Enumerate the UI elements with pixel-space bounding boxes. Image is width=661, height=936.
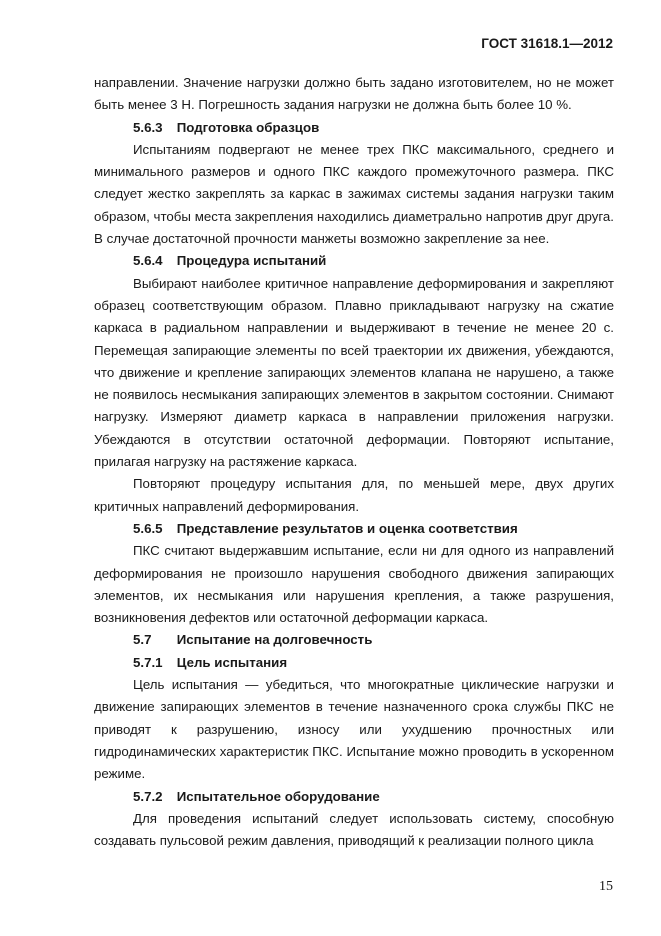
section-number: 5.6.4: [133, 253, 163, 269]
section-heading: [94, 652, 614, 674]
paragraph: направлении. Значение нагрузки должно быть задано изготовителем, но не может быть менее 3 Н. Погрешность задания нагрузки не должна быть более 10 %.: [94, 75, 614, 113]
section-title: Подготовка образцов: [176, 119, 320, 135]
paragraph: Цель испытания — убедиться, что многократные циклические нагрузки и движение запирающих элементов в течение назначенного срока службы ПКС не приводят к разрушению, износу или ухудшению прочностных или гидродинамических характеристик ПКС. Испытание можно проводить в ускоренном режиме.: [94, 677, 614, 782]
section-title: Представление результатов и оценка соответствия: [176, 520, 518, 536]
chapter-heading: [94, 629, 614, 651]
section-title: Процедура испытаний: [176, 253, 327, 269]
section-heading: [94, 250, 614, 272]
section-title: Цель испытания: [176, 654, 288, 670]
page-number: 15: [599, 879, 613, 894]
paragraph: Испытаниям подвергают не менее трех ПКС максимального, среднего и минимального размеров и одного ПКС каждого промежуточного размера. ПКС следует жестко закреплять за каркас в зажимах системы задания нагрузки таким образом, чтобы места закрепления находились диаметрально напротив друг друга. В случае достаточной прочности манжеты возможно закрепление за нее.: [94, 141, 614, 247]
section-number: 5.7: [133, 632, 152, 648]
section-number: 5.7.2: [133, 788, 163, 804]
paragraph: Для проведения испытаний следует использовать систему, способную создавать пульсовой режим давления, приводящий к реализации полного цикла: [94, 810, 614, 849]
document-body: [94, 72, 614, 852]
section-number: 5.6.5: [133, 520, 163, 536]
section-number: 5.7.1: [133, 654, 163, 670]
section-heading: [94, 518, 614, 540]
section-heading: [94, 117, 614, 139]
section-title: Испытание на долговечность: [176, 632, 373, 648]
paragraph: Выбирают наиболее критичное направление деформирования и закрепляют образец соответствующим образом. Плавно прикладывают нагрузку на сжатие каркаса в радиальном направлении и выдерживают в течение не менее 20 с. Перемещая запирающие элементы по всей траектории их движения, убеждаются, что движение и крепление запирающих элементов клапана не нарушено, а также не появилось несмыкания запирающих элементов в закрытом состоянии. Снимают нагрузку. Измеряют диаметр каркаса в направлении приложения нагрузки. Убеждаются в отсутствии остаточной деформации. Повторяют испытание, прилагая нагрузку на растяжение каркаса.: [94, 275, 614, 470]
section-heading: [94, 786, 614, 808]
section-title: Испытательное оборудование: [176, 788, 380, 804]
section-number: 5.6.3: [133, 119, 163, 135]
paragraph: ПКС считают выдержавшим испытание, если ни для одного из направлений деформирования не произошло нарушения свободного движения запирающих элементов, их несмыкания или нарушения крепления, а также разрушения, возникновения дефектов или остаточной деформации каркаса.: [94, 543, 614, 626]
document-header: ГОСТ 31618.1—2012: [481, 36, 613, 51]
paragraph: Повторяют процедуру испытания для, по меньшей мере, двух других критичных направлений деформирования.: [94, 476, 614, 514]
